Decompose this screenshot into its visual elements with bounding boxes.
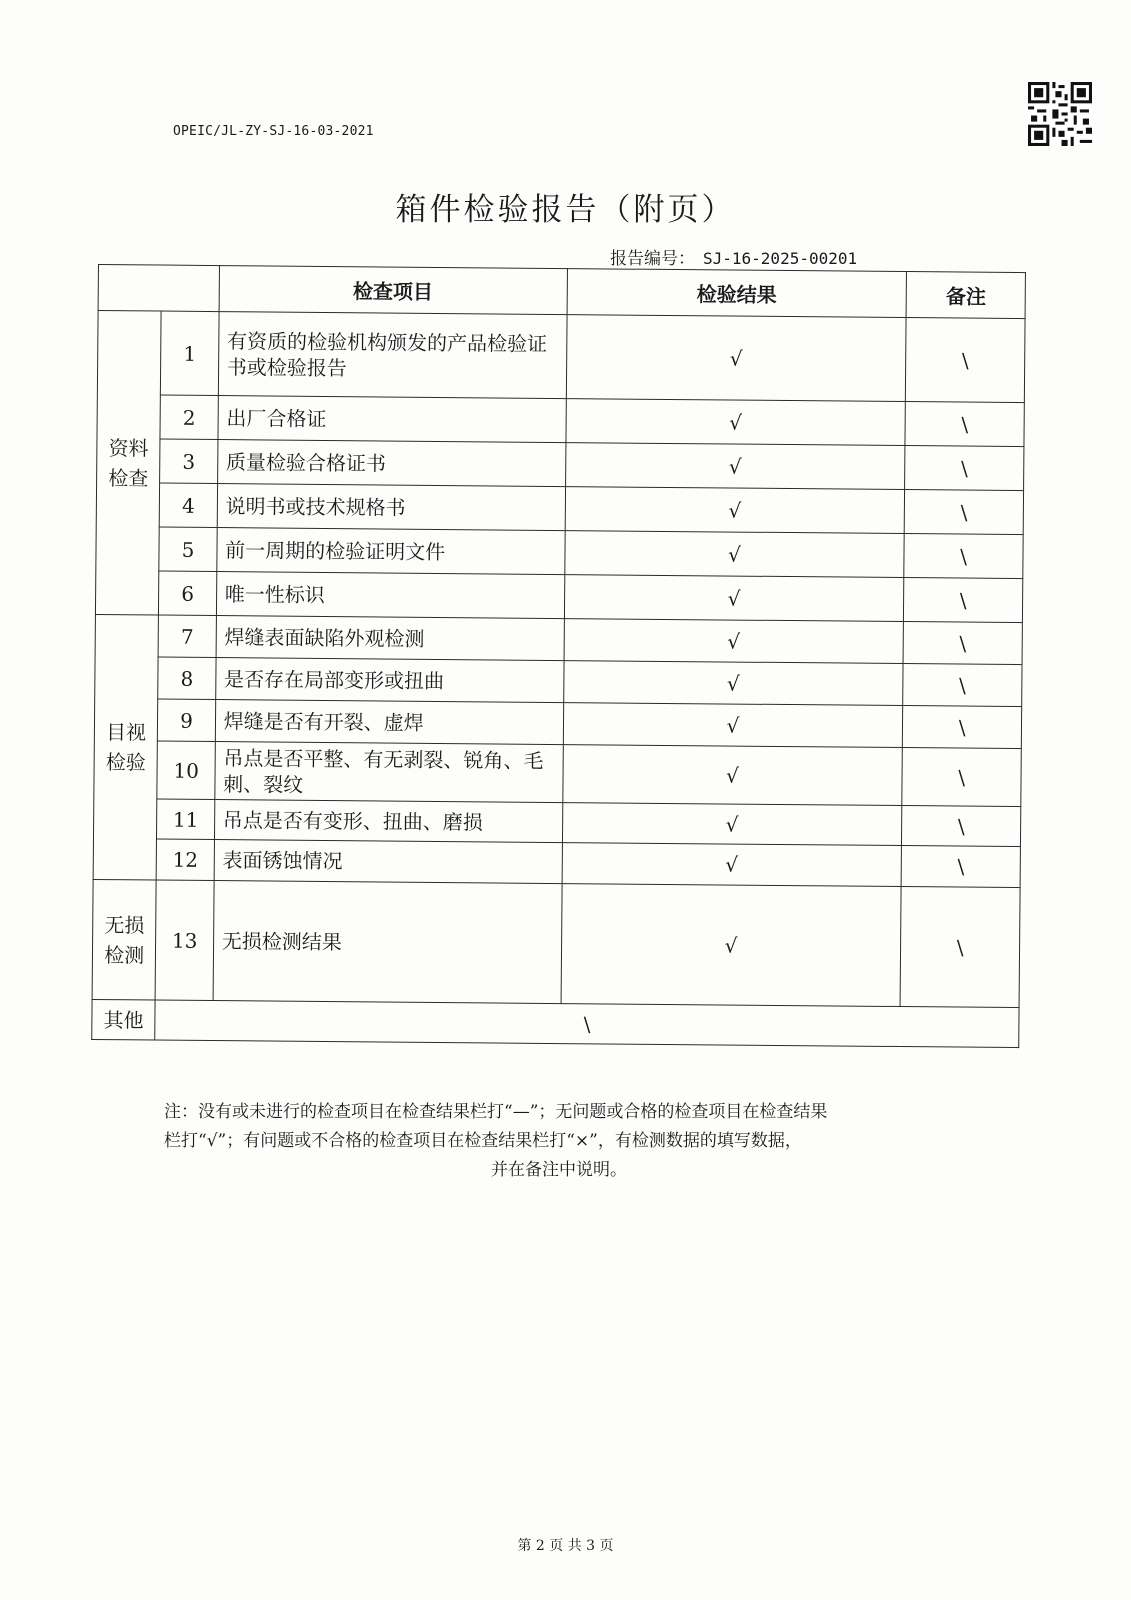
row-number: 7 [158, 615, 216, 657]
item-cell: 焊缝是否有开裂、虚焊 [215, 700, 563, 745]
row-number: 13 [156, 880, 214, 1000]
report-number-value: SJ-16-2025-00201 [703, 249, 858, 268]
result-cell: √ [565, 487, 905, 534]
table-row [93, 838, 1020, 887]
other-label: 其他 [92, 999, 156, 1040]
report-number [610, 244, 857, 269]
row-number: 6 [159, 571, 217, 615]
row-number: 11 [157, 799, 215, 839]
result-cell: √ [564, 575, 904, 622]
remark-cell: \ [901, 846, 1020, 888]
category-cell: 资料 检查 [95, 311, 161, 616]
remark-cell: \ [902, 806, 1021, 847]
report-number-label: 报告编号： [610, 249, 695, 269]
result-cell: √ [561, 884, 902, 1007]
remark-cell: \ [906, 318, 1025, 403]
item-cell: 质量检验合格证书 [217, 440, 565, 487]
footnote-line-1: 注：没有或未进行的检查项目在检查结果栏打“—”；无问题或合格的检查项目在检查结果 [164, 1102, 828, 1122]
remark-cell: \ [904, 534, 1023, 579]
row-number: 4 [160, 483, 218, 527]
document-code: OPEIC/JL-ZY-SJ-16-03-2021 [173, 124, 374, 139]
footnote [164, 1098, 954, 1185]
category-cell: 目视 检验 [93, 614, 159, 880]
page-number: 第 2 页 共 3 页 [517, 1538, 614, 1554]
item-cell: 表面锈蚀情况 [214, 840, 562, 884]
result-cell: √ [566, 399, 906, 446]
header-row [98, 265, 1025, 319]
footnote-line-3: 并在备注中说明。 [491, 1160, 627, 1180]
remark-cell: \ [903, 706, 1022, 749]
result-cell: √ [566, 315, 906, 402]
item-cell: 有资质的检验机构颁发的产品检验证书或检验报告 [218, 312, 567, 399]
col-header-remark: 备注 [906, 272, 1025, 319]
table-row [92, 879, 1020, 1007]
col-header-item: 检查项目 [219, 266, 567, 315]
item-cell: 焊缝表面缺陷外观检测 [216, 616, 564, 661]
row-number: 1 [161, 311, 219, 395]
item-cell: 吊点是否平整、有无剥裂、锐角、毛刺、裂纹 [215, 742, 563, 803]
row-number: 8 [158, 657, 216, 699]
remark-cell: \ [905, 402, 1024, 447]
item-cell: 说明书或技术规格书 [217, 484, 565, 531]
result-cell: √ [564, 619, 904, 664]
table-row [94, 740, 1021, 806]
item-cell: 前一周期的检验证明文件 [217, 528, 565, 575]
result-cell: √ [563, 661, 903, 706]
remark-cell: \ [904, 490, 1023, 535]
category-cell: 无损 检测 [92, 879, 156, 1000]
item-cell: 吊点是否有变形、扭曲、磨损 [214, 800, 562, 843]
result-cell: √ [565, 443, 905, 490]
result-cell: √ [562, 803, 902, 846]
remark-cell: \ [905, 446, 1024, 491]
result-cell: √ [563, 703, 903, 748]
col-header-result: 检验结果 [567, 269, 907, 318]
remark-cell: \ [903, 664, 1022, 707]
other-row [92, 999, 1019, 1047]
result-cell: √ [564, 531, 904, 578]
header-blank-cell [98, 265, 219, 312]
inspection-table [91, 264, 1026, 1048]
remark-cell: \ [900, 887, 1020, 1008]
row-number: 2 [160, 395, 218, 439]
row-number: 10 [157, 741, 215, 799]
item-cell: 唯一性标识 [216, 572, 564, 619]
result-cell: √ [562, 843, 902, 887]
page-title: 箱件检验报告（附页） [395, 192, 736, 228]
row-number: 12 [157, 839, 215, 880]
remark-cell: \ [904, 578, 1023, 623]
other-value: \ [155, 1000, 1019, 1048]
item-cell: 无损检测结果 [213, 881, 562, 1004]
row-number: 3 [160, 439, 218, 483]
row-number: 9 [158, 699, 216, 741]
item-cell: 是否存在局部变形或扭曲 [215, 658, 563, 703]
footnote-line-2: 栏打“√”；有问题或不合格的检查项目在检查结果栏打“×”，有检测数据的填写数据， [164, 1131, 802, 1151]
remark-cell: \ [903, 622, 1022, 665]
table-row [97, 311, 1025, 403]
item-cell: 出厂合格证 [218, 396, 566, 443]
row-number: 5 [159, 527, 217, 571]
result-cell: √ [562, 745, 902, 806]
remark-cell: \ [902, 748, 1021, 807]
qr-code-icon [1028, 82, 1092, 146]
